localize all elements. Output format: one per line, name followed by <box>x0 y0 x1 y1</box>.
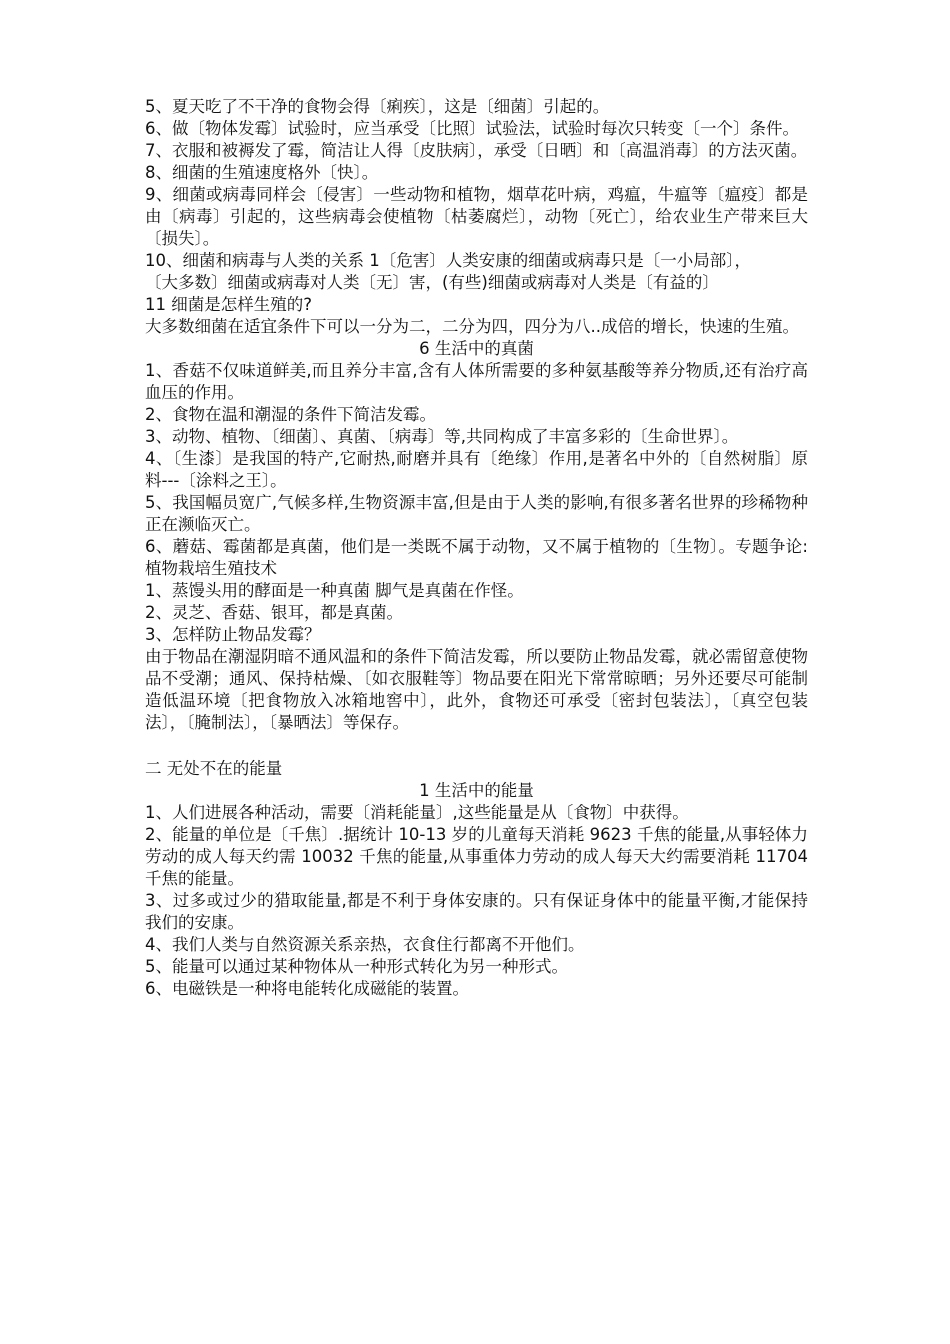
paragraph: 2、灵芝、香菇、银耳，都是真菌。 <box>145 603 403 622</box>
paragraph: 5、能量可以通过某种物体从一种形式转化为另一种形式。 <box>145 957 568 976</box>
energy-section <box>145 802 808 1000</box>
paragraph: 6、做〔物体发霉〕试验时，应当承受〔比照〕试验法，试验时每次只转变〔一个〕条件。 <box>145 119 799 138</box>
paragraph: 4、我们人类与自然资源关系亲热，衣食住行都离不开他们。 <box>145 935 585 954</box>
fungi-section <box>145 360 808 734</box>
paragraph: 3、动物、植物、〔细菌〕、真菌、〔病毒〕等,共同构成了丰富多彩的〔生命世界〕。 <box>145 427 739 446</box>
paragraph: 8、细菌的生殖速度格外〔快〕。 <box>145 163 379 182</box>
paragraph: 2、食物在温和潮湿的条件下简洁发霉。 <box>145 405 436 424</box>
bacteria-section <box>145 96 808 338</box>
paragraph: 1、蒸馒头用的酵面是一种真菌 脚气是真菌在作怪。 <box>145 581 524 600</box>
paragraph: 1、香菇不仅味道鲜美,而且养分丰富,含有人体所需要的多种氨基酸等养分物质,还有治疗高血压的作用。 <box>145 361 808 402</box>
paragraph: 4、〔生漆〕是我国的特产,它耐热,耐磨并具有〔绝缘〕作用,是著名中外的〔自然树脂〕原料---〔涂料之王〕。 <box>145 449 808 490</box>
section-title-energy: 1 生活中的能量 <box>419 781 534 800</box>
section-title-fungi: 6 生活中的真菌 <box>419 339 534 358</box>
paragraph: 由于物品在潮湿阴暗不通风温和的条件下简洁发霉，所以要防止物品发霉，就必需留意使物品不受潮；通风、保持枯燥、〔如衣服鞋等〕物品要在阳光下常常晾晒；另外还要尽可能制造低温环境〔把食物放入冰箱地窖中〕，此外，食物还可承受〔密封包装法〕，〔真空包装法〕，〔腌制法〕，〔暴晒法〕等保存。 <box>145 647 808 732</box>
paragraph: 6、蘑菇、霉菌都是真菌，他们是一类既不属于动物，又不属于植物的〔生物〕。专题争论:植物栽培生殖技术 <box>145 537 808 578</box>
chapter-title: 二 无处不在的能量 <box>145 759 283 778</box>
paragraph: 6、电磁铁是一种将电能转化成磁能的装置。 <box>145 979 469 998</box>
paragraph: 1、人们进展各种活动，需要〔消耗能量〕,这些能量是从〔食物〕中获得。 <box>145 803 689 822</box>
paragraph: 3、过多或过少的猎取能量,都是不利于身体安康的。只有保证身体中的能量平衡,才能保持我们的安康。 <box>145 891 808 932</box>
paragraph: 5、夏天吃了不干净的食物会得〔痢疾〕，这是〔细菌〕引起的。 <box>145 97 610 116</box>
paragraph: 7、衣服和被褥发了霉，简洁让人得〔皮肤病〕，承受〔日晒〕和〔高温消毒〕的方法灭菌。 <box>145 141 808 160</box>
spacer <box>145 734 808 756</box>
paragraph: 大多数细菌在适宜条件下可以一分为二，二分为四，四分为八..成倍的增长，快速的生殖。 <box>145 317 799 336</box>
paragraph: 9、细菌或病毒同样会〔侵害〕一些动物和植物，烟草花叶病，鸡瘟，牛瘟等〔瘟疫〕都是由〔病毒〕引起的，这些病毒会使植物〔枯萎腐烂〕，动物〔死亡〕，给农业生产带来巨大〔损失〕。 <box>145 185 808 248</box>
document-page <box>145 96 808 1000</box>
paragraph: 〔大多数〕细菌或病毒对人类〔无〕害，(有些)细菌或病毒对人类是〔有益的〕 <box>145 273 719 292</box>
paragraph: 5、我国幅员宽广,气候多样,生物资源丰富,但是由于人类的影响,有很多著名世界的珍稀物种正在濒临灭亡。 <box>145 493 808 534</box>
paragraph: 11 细菌是怎样生殖的? <box>145 295 312 314</box>
paragraph: 10、细菌和病毒与人类的关系 1〔危害〕人类安康的细菌或病毒只是〔一小局部〕， <box>145 251 751 270</box>
paragraph: 3、怎样防止物品发霉？ <box>145 625 321 644</box>
paragraph: 2、能量的单位是〔千焦〕.据统计 10-13 岁的儿童每天消耗 9623 千焦的能量,从事轻体力劳动的成人每天约需 10032 千焦的能量,从事重体力劳动的成人每天大约需要消耗 11704 千焦的能量。 <box>145 825 808 888</box>
